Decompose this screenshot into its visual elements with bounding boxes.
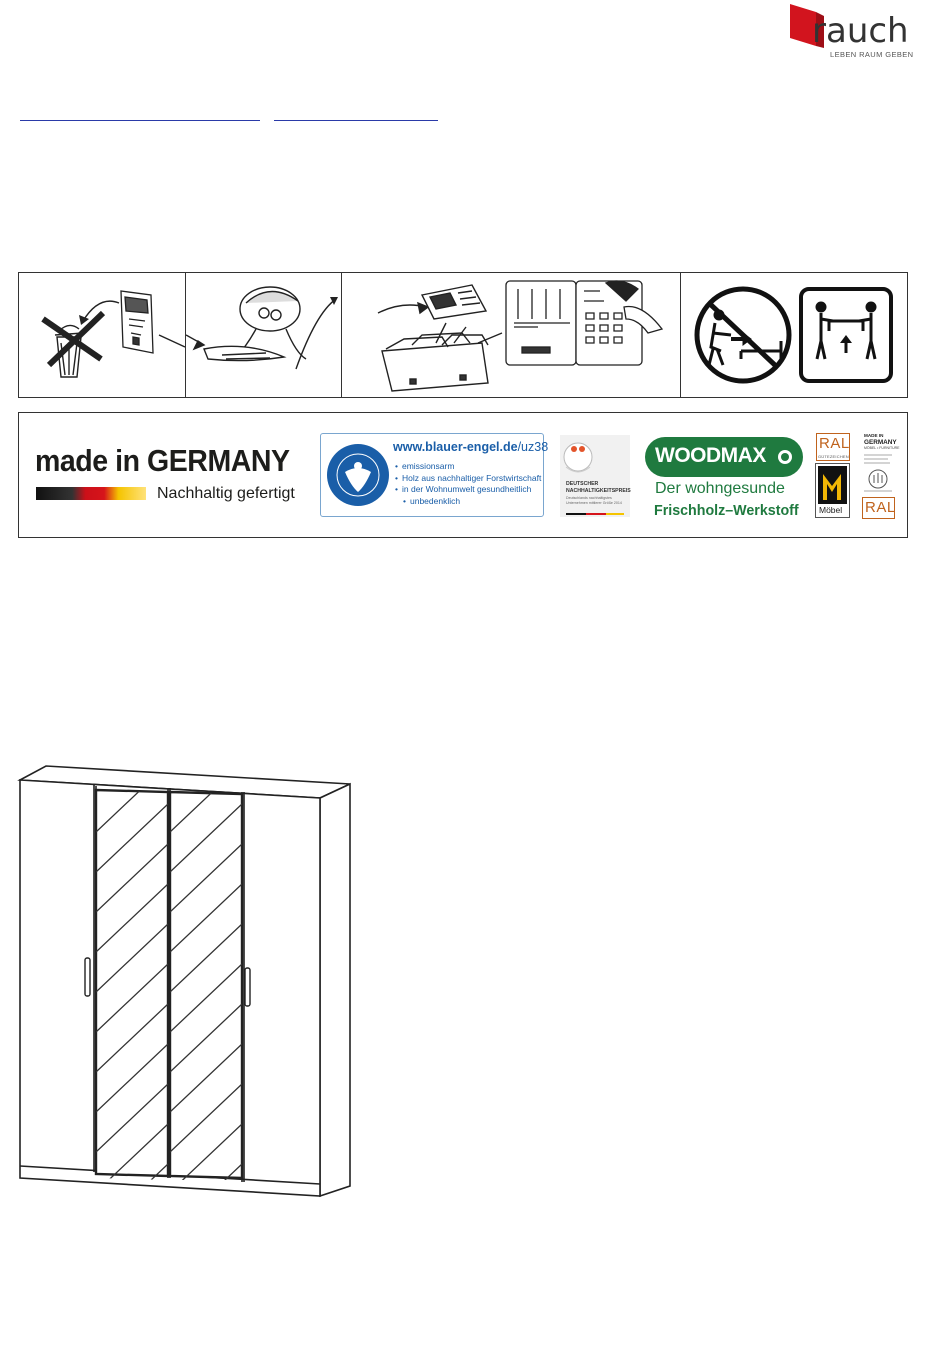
golden-m-badge <box>815 461 850 518</box>
german-flag-gradient-icon <box>36 487 146 500</box>
wardrobe-4-door-icon <box>16 762 356 1202</box>
blauer-engel-seal-icon <box>325 442 391 508</box>
woodmax-line-2: Frischholz–Werkstoff <box>654 502 799 519</box>
instruction-no-trash <box>19 273 186 397</box>
no-trash-icon <box>19 273 186 397</box>
made-in-germany-subtitle: Nachhaltig gefertigt <box>157 485 295 502</box>
logo-wordmark: rauch <box>812 11 909 51</box>
mg-seal-line-3: MÖBEL • FURNITURE <box>864 446 900 450</box>
moebel-label: Möbel <box>819 505 843 515</box>
blauer-engel-point: • emissionsarm <box>395 461 541 473</box>
instruction-lift-furniture <box>681 273 907 397</box>
certification-strip <box>18 412 908 538</box>
dnp-title-1: DEUTSCHER <box>566 481 599 487</box>
blauer-engel-points <box>395 461 541 507</box>
dnp-small-1: Deutschlands nachhaltigstes <box>566 496 612 500</box>
dnp-title-2: NACHHALTIGKEITSPREIS <box>566 487 631 494</box>
file-documents-icon <box>342 273 681 397</box>
blauer-engel-point: • unbedenklich <box>395 496 541 508</box>
instruction-strip <box>18 272 908 398</box>
read-manual-icon <box>186 273 342 397</box>
woodmax-line-1: Der wohngesunde <box>655 480 785 497</box>
rauch-logo <box>788 2 913 60</box>
mg-seal-line-2: GERMANY <box>864 439 897 446</box>
blauer-engel-badge <box>320 433 549 517</box>
blauer-engel-point: • Holz aus nachhaltiger Forstwirtschaft <box>395 473 541 485</box>
made-in-germany-title: made in GERMANY <box>35 443 290 478</box>
blauer-engel-point: • in der Wohnumwelt gesundheitlich <box>395 484 541 496</box>
ral-guetezeichen-badge <box>816 433 850 461</box>
dnp-small-2: Unternehmen mittlerer Größe 2014 <box>566 500 622 505</box>
instruction-read-manual <box>186 273 342 397</box>
mg-seal-line-1: MADE IN <box>864 433 884 438</box>
header-link-2[interactable] <box>274 108 438 121</box>
instruction-keep-documents <box>342 273 681 397</box>
header-link-1[interactable] <box>20 108 260 121</box>
woodmax-badge-label: WOODMAX <box>655 444 766 467</box>
parts-list-icon <box>506 281 662 365</box>
made-in-germany-seal <box>862 433 900 493</box>
ral-badge-bottom <box>862 497 895 519</box>
ral-guetezeichen-label: GÜTEZEICHEN <box>818 454 849 459</box>
logo-tagline: LEBEN RAUM GEBEN <box>830 50 914 59</box>
mg-seal-icon <box>862 451 895 495</box>
nachhaltigkeitspreis-badge <box>560 435 630 517</box>
golden-m-icon <box>815 464 850 508</box>
blauer-engel-url: www.blauer-engel.de/uz38 <box>393 440 549 454</box>
ral-label-bottom: RAL <box>865 499 896 516</box>
ral-label: RAL <box>819 435 850 452</box>
lift-together-icon <box>799 287 895 383</box>
wardrobe-illustration <box>16 762 356 1202</box>
